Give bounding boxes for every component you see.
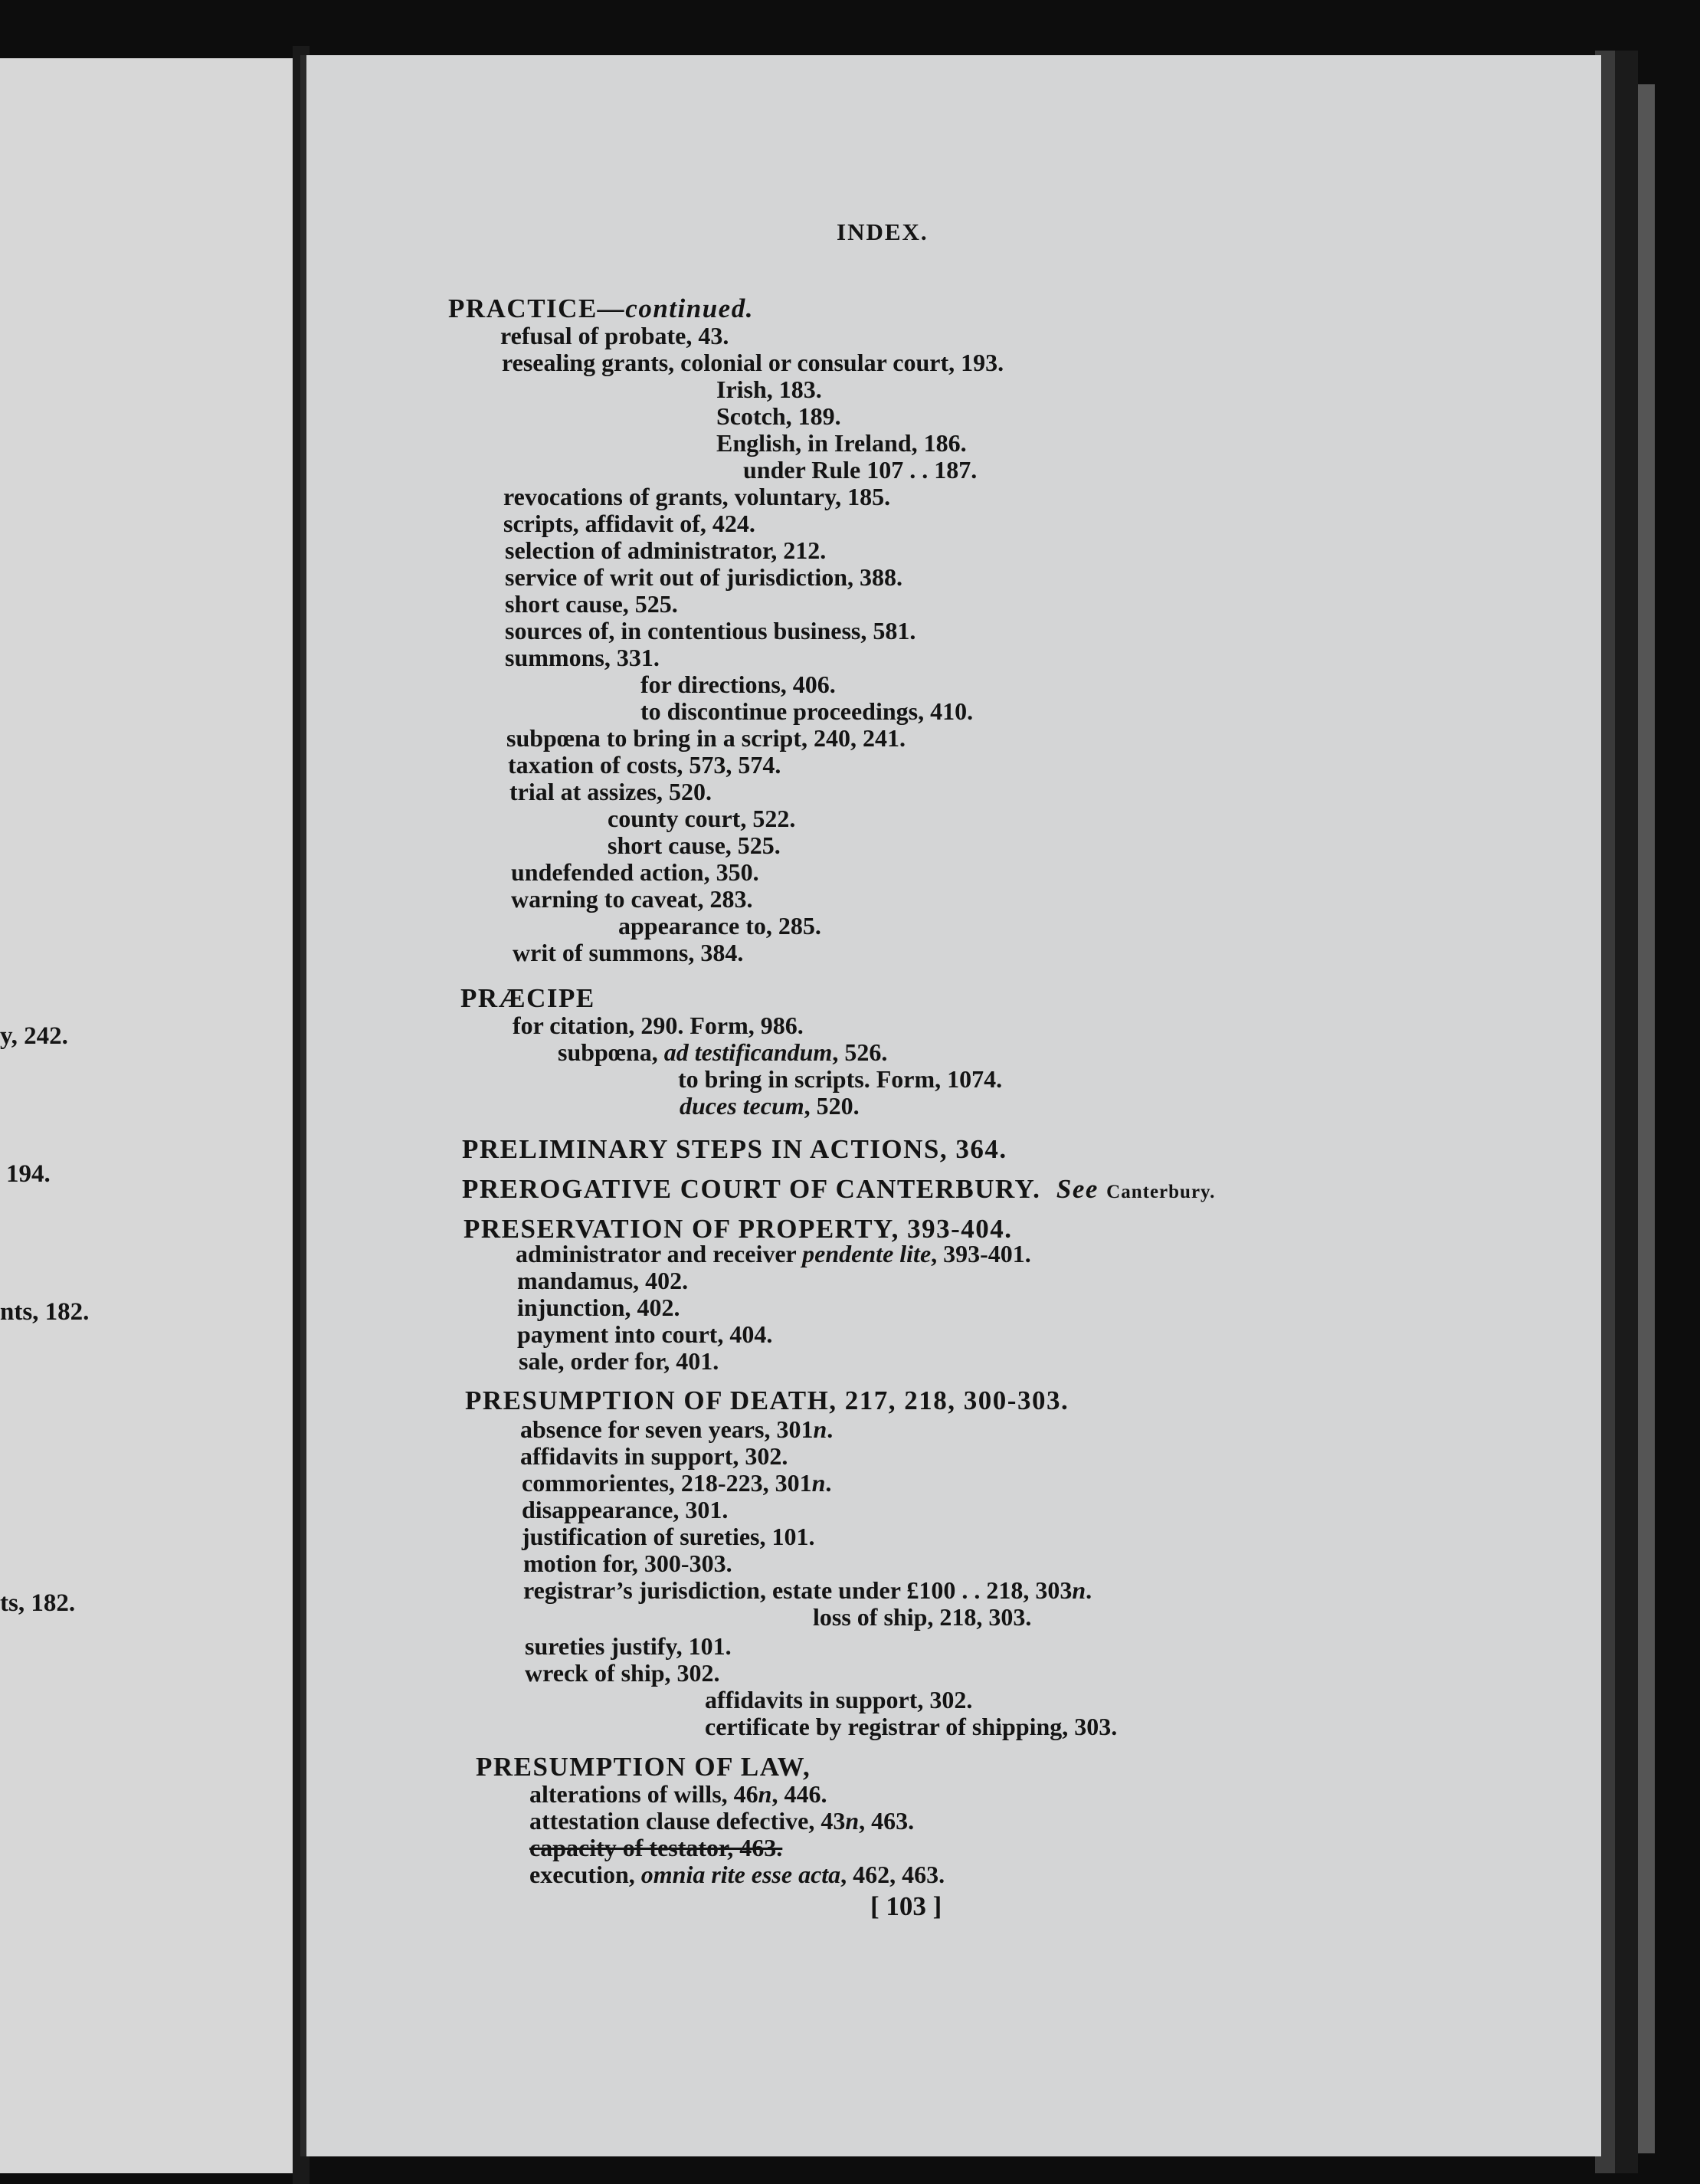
index-subentry: sale, order for, 401. — [519, 1347, 719, 1375]
index-heading-praecipe: PRÆCIPE — [460, 983, 595, 1013]
index-subentry: trial at assizes, 520. — [509, 778, 712, 805]
index-subentry: for directions, 406. — [640, 671, 836, 698]
index-subentry: injunction, 402. — [517, 1294, 680, 1321]
index-subentry: to discontinue proceedings, 410. — [640, 697, 974, 725]
index-heading-preliminary: PRELIMINARY STEPS IN ACTIONS, 364. — [462, 1134, 1007, 1164]
left-page-fragment: ts, 182. — [0, 1589, 76, 1617]
index-subentry: attestation clause defective, 43n, 463. — [529, 1807, 915, 1835]
page-edge — [1638, 84, 1655, 2153]
index-subentry: warning to caveat, 283. — [511, 885, 753, 913]
index-heading-presumption-death: PRESUMPTION OF DEATH, 217, 218, 300-303. — [465, 1385, 1069, 1415]
left-page-fragment: y, 242. — [0, 1022, 68, 1050]
index-heading-prerogative: PREROGATIVE COURT OF CANTERBURY. See Canterbury. — [462, 1174, 1216, 1204]
index-subentry: sureties justify, 101. — [525, 1632, 732, 1660]
index-subentry: writ of summons, 384. — [513, 939, 744, 966]
index-subentry: subpœna to bring in a script, 240, 241. — [506, 724, 906, 752]
index-subentry: disappearance, 301. — [522, 1496, 729, 1523]
index-subentry: appearance to, 285. — [618, 912, 821, 940]
index-heading-presumption-law: PRESUMPTION OF LAW, — [476, 1752, 811, 1782]
index-subentry: justification of sureties, 101. — [522, 1523, 815, 1550]
index-subentry: scripts, affidavit of, 424. — [503, 510, 755, 537]
index-subentry: English, in Ireland, 186. — [716, 429, 967, 457]
index-subentry: capacity of testator, 463. — [529, 1834, 783, 1861]
index-subentry: summons, 331. — [505, 644, 660, 671]
index-subentry: to bring in scripts. Form, 1074. — [678, 1065, 1003, 1093]
left-page-fragment: 194. — [6, 1160, 51, 1188]
index-subentry: short cause, 525. — [505, 590, 678, 618]
index-subentry: payment into court, 404. — [517, 1320, 773, 1348]
left-page-fragment: nts, 182. — [0, 1298, 90, 1326]
index-subentry: Irish, 183. — [716, 375, 822, 403]
index-subentry: for citation, 290. Form, 986. — [513, 1012, 804, 1039]
index-subentry: undefended action, 350. — [511, 858, 759, 886]
index-subentry: certificate by registrar of shipping, 303. — [705, 1713, 1118, 1740]
index-subentry: registrar’s jurisdiction, estate under £100 . . 218, 303n. — [523, 1576, 1092, 1604]
index-subentry: wreck of ship, 302. — [525, 1659, 720, 1687]
index-subentry: short cause, 525. — [608, 831, 781, 859]
index-subentry: affidavits in support, 302. — [520, 1442, 788, 1470]
index-subentry: taxation of costs, 573, 574. — [508, 751, 781, 779]
index-subentry: Scotch, 189. — [716, 402, 841, 430]
index-heading-preservation: PRESERVATION OF PROPERTY, 393-404. — [463, 1214, 1013, 1244]
index-subentry: execution, omnia rite esse acta, 462, 463. — [529, 1861, 945, 1888]
page-edge — [1615, 51, 1638, 2173]
index-heading-practice: PRACTICE—continued. — [448, 293, 754, 323]
index-subentry: commorientes, 218-223, 301n. — [522, 1469, 832, 1497]
index-subentry: county court, 522. — [608, 805, 796, 832]
index-subentry: motion for, 300-303. — [523, 1549, 732, 1577]
index-subentry: under Rule 107 . . 187. — [743, 456, 978, 484]
page-number: [ 103 ] — [870, 1891, 942, 1921]
index-subentry: alterations of wills, 46n, 446. — [529, 1780, 827, 1808]
index-subentry: absence for seven years, 301n. — [520, 1415, 834, 1443]
index-subentry: sources of, in contentious business, 581. — [505, 617, 916, 644]
index-subentry: resealing grants, colonial or consular court, 193. — [502, 349, 1004, 376]
index-subentry: affidavits in support, 302. — [705, 1686, 973, 1713]
running-head: INDEX. — [837, 218, 929, 245]
index-subentry: revocations of grants, voluntary, 185. — [503, 483, 891, 510]
index-subentry: subpœna, ad testificandum, 526. — [558, 1038, 888, 1066]
left-page — [0, 58, 305, 2173]
index-subentry: service of writ out of jurisdiction, 388. — [505, 563, 903, 591]
index-subentry: administrator and receiver pendente lite, 393-401. — [516, 1240, 1031, 1267]
index-subentry: refusal of probate, 43. — [500, 322, 729, 349]
index-subentry: mandamus, 402. — [517, 1267, 689, 1294]
index-subentry: selection of administrator, 212. — [505, 536, 827, 564]
index-subentry: duces tecum, 520. — [680, 1092, 860, 1120]
index-subentry: loss of ship, 218, 303. — [813, 1603, 1032, 1631]
